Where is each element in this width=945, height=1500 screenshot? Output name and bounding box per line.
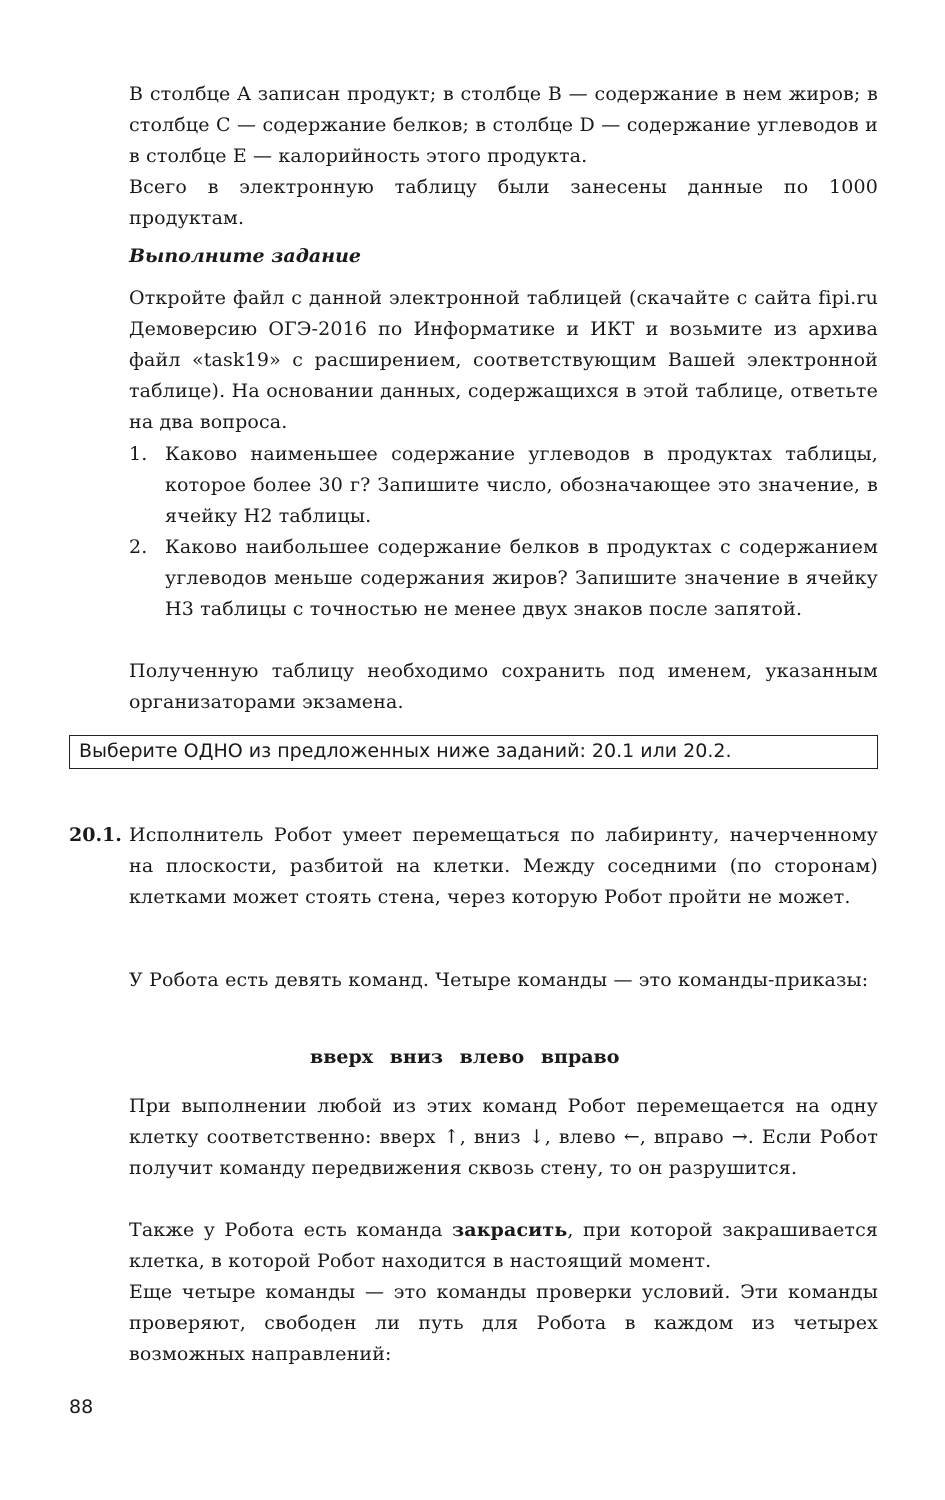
paint-command-name: закрасить xyxy=(451,1219,568,1241)
intro-paragraph-count: Всего в электронную таблицу были занесены данные по 1000 продуктам. xyxy=(129,176,878,229)
task-20-1-intro: Исполнитель Робот умеет перемещаться по лабиринту, начерченному на плоскости, разбитой на клетки. Между соседними (по сторонам) клетками может стоять стена, через которую Робот пройти не может. xyxy=(129,824,878,908)
question-1-number: 1. xyxy=(129,443,148,465)
question-2-number: 2. xyxy=(129,536,148,558)
task-heading: Выполните задание xyxy=(129,245,361,267)
intro-paragraph-columns: В столбце A записан продукт; в столбце B — содержание в нем жиров; в столбце C — содержание белков; в столбце D — содержание углеводов и в столбце E — калорийность этого продукта. xyxy=(129,83,878,167)
task-20-1-conditions: Еще четыре команды — это команды проверки условий. Эти команды проверяют, свободен ли путь для Робота в каждом из четырех возможных направлений: xyxy=(129,1281,878,1365)
question-1 xyxy=(129,439,878,532)
save-instructions: Полученную таблицу необходимо сохранить под именем, указанным организаторами экзамена. xyxy=(129,660,878,713)
command-list: вверх вниз влево вправо xyxy=(310,1046,620,1068)
page-number: 88 xyxy=(69,1396,94,1418)
paint-text-start: Также у Робота есть команда xyxy=(129,1219,452,1241)
choice-box: Выберите ОДНО из предложенных ниже заданий: 20.1 или 20.2. xyxy=(69,735,878,769)
task-20-1-commands-intro: У Робота есть девять команд. Четыре команды — это команды-приказы: xyxy=(129,969,869,991)
question-2-text: Каково наибольшее содержание белков в продуктах с содержанием углеводов меньше содержания жиров? Запишите значение в ячейку H3 таблицы с точностью не менее двух знаков после запятой. xyxy=(165,536,878,620)
task-20-1-movement: При выполнении любой из этих команд Робот перемещается на одну клетку соответственно: вверх ↑, вниз ↓, влево ←, вправо →. Если Робот получит команду передвижения сквозь стену, то он разрушится. xyxy=(129,1095,878,1179)
task-20-1-paint-command xyxy=(129,1215,878,1277)
task-20-1-number: 20.1. xyxy=(69,824,122,846)
paint-text-end: , при которой закрашивается клетка, в которой Робот находится в настоящий момент. xyxy=(129,1219,878,1272)
question-2 xyxy=(129,532,878,625)
question-1-text: Каково наименьшее содержание углеводов в продуктах таблицы, которое более 30 г? Запишите число, обозначающее это значение, в ячейку H2 таблицы. xyxy=(165,443,878,527)
task-instructions: Откройте файл с данной электронной таблицей (скачайте с сайта fipi.ru Демоверсию ОГЭ-2016 по Информатике и ИКТ и возьмите из архива файл «task19» с расширением, соответствующим Вашей электронной таблице). На основании данных, содержащихся в этой таблице, ответьте на два вопроса. xyxy=(129,287,878,433)
